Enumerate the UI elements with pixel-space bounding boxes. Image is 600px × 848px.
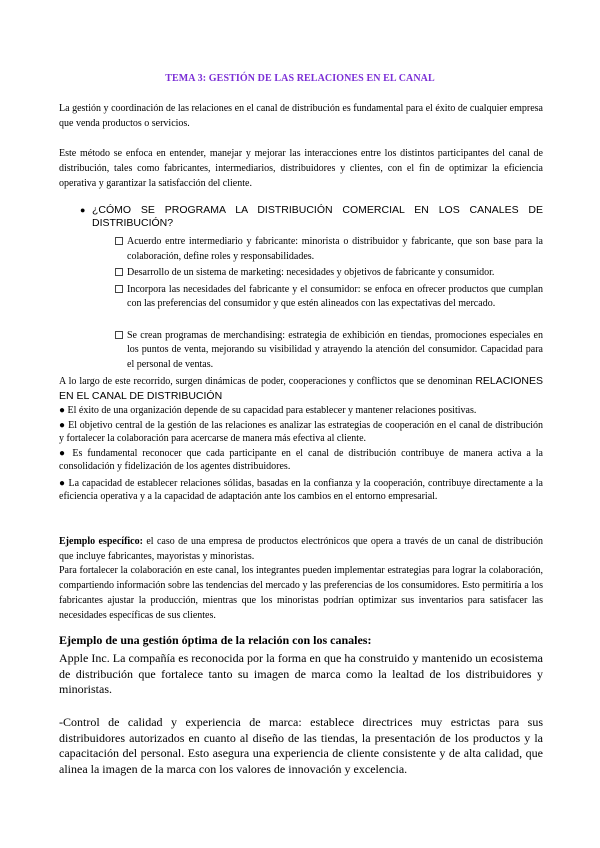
example-follow-paragraph: Para fortalecer la colaboración en este canal, los integrantes pueden implementar estrategias para lograr la colaboración, compartiendo información sobre las tendencias del mercado y las preferencias de los consumidores. Esto permitiría a los fabricantes ajustar la producción, mientras que los minoristas podrían optimizar sus inventarios para satisfacer las necesidades específicas de sus clientes. (59, 565, 543, 621)
optimal-heading: Ejemplo de una gestión óptima de la relación con los canales: (59, 633, 372, 647)
example-text: el caso de una empresa de productos electrónicos que opera a través de un canal de distribución que incluye fabricantes, mayoristas y minoristas. (59, 536, 543, 562)
method-paragraph: Este método se enfoca en entender, manejar y mejorar las interacciones entre los distintos participantes del canal de distribución, tales como fabricantes, intermediarios, distribuidores y clientes, con el fin de optimizar la eficiencia operativa y garantizar la satisfacción del cliente. (59, 148, 543, 189)
checkbox-icon[interactable] (115, 237, 123, 245)
quality-paragraph: -Control de calidad y experiencia de marca: establece directrices muy estrictas para sus distribuidores autorizados en cuanto al diseño de las tiendas, la presentación de los productos y la capacitación del personal. Esto asegura una experiencia de cliente consistente y de alta calidad, que alinea la imagen de la marca con los valores de innovación y excelencia. (59, 715, 543, 776)
checkbox-icon[interactable] (115, 268, 123, 276)
page-title: TEMA 3: GESTIÓN DE LAS RELACIONES EN EL CANAL (165, 73, 435, 84)
checklist-item (115, 329, 543, 373)
checkbox-icon[interactable] (115, 285, 123, 293)
intro-paragraph: La gestión y coordinación de las relaciones en el canal de distribución es fundamental para el éxito de cualquier empresa que venda productos o servicios. (59, 103, 543, 129)
checklist-item (115, 235, 543, 264)
example-paragraph (59, 534, 543, 564)
bullet-heading-text: ¿CÓMO SE PROGRAMA LA DISTRIBUCIÓN COMERCIAL EN LOS CANALES DE DISTRIBUCIÓN? (92, 204, 543, 229)
checklist-item (115, 283, 543, 327)
checklist (115, 235, 543, 375)
checklist-item-text: Desarrollo de un sistema de marketing: necesidades y objetivos de fabricante y consumidor. (127, 267, 495, 278)
bullet-item: ● El éxito de una organización depende de su capacidad para establecer y mantener relaciones positivas. (59, 405, 477, 416)
bullet-item: ● La capacidad de establecer relaciones sólidas, basadas en la confianza y la cooperación, contribuye directamente a la eficiencia operativa y a la capacidad de adaptación ante los cambios en el entorno empresarial. (59, 478, 543, 502)
bullet-item: ● El objetivo central de la gestión de las relaciones es analizar las estrategias de cooperación en el canal de distribución y fortalecer la colaboración para acercarse de manera más efectiva al cliente. (59, 420, 543, 444)
checkbox-icon[interactable] (115, 331, 123, 339)
checklist-item-text: Se crean programas de merchandising: estrategia de exhibición en tiendas, promociones especiales en los puntos de venta, mejorando su visibilidad y atrayendo la atención del consumidor. Capacidad para el personal de ventas. (127, 329, 543, 370)
checklist-item-text: Acuerdo entre intermediario y fabricante: minorista o distribuidor y fabricante, que son base para la colaboración, define roles y responsabilidades. (127, 236, 543, 262)
bullet-dot-icon: ● (80, 205, 86, 215)
checklist-item-text: Incorpora las necesidades del fabricante y el consumidor: se enfoca en ofrecer productos que cumplan con las preferencias del consumidor y que estén alineados con las expectativas del mercado. (127, 283, 543, 309)
apple-paragraph: Apple Inc. La compañía es reconocida por la forma en que ha construido y mantenido un ecosistema de distribución que fortalece tanto su imagen de marca como la lealtad de los distribuidores y minoristas. (59, 651, 543, 696)
dynamics-paragraph (59, 374, 543, 404)
dynamics-caps: RELACIONES EN EL CANAL DE DISTRIBUCIÓN (59, 375, 543, 402)
dynamics-text: A lo largo de este recorrido, surgen dinámicas de poder, cooperaciones y conflictos que se denominan (59, 376, 473, 387)
checklist-item (115, 266, 543, 281)
example-lead: Ejemplo específico: (59, 536, 143, 547)
bullet-item: ● Es fundamental reconocer que cada participante en el canal de distribución contribuye de manera activa a la consolidación y fidelización de los agentes distribuidores. (59, 448, 543, 472)
